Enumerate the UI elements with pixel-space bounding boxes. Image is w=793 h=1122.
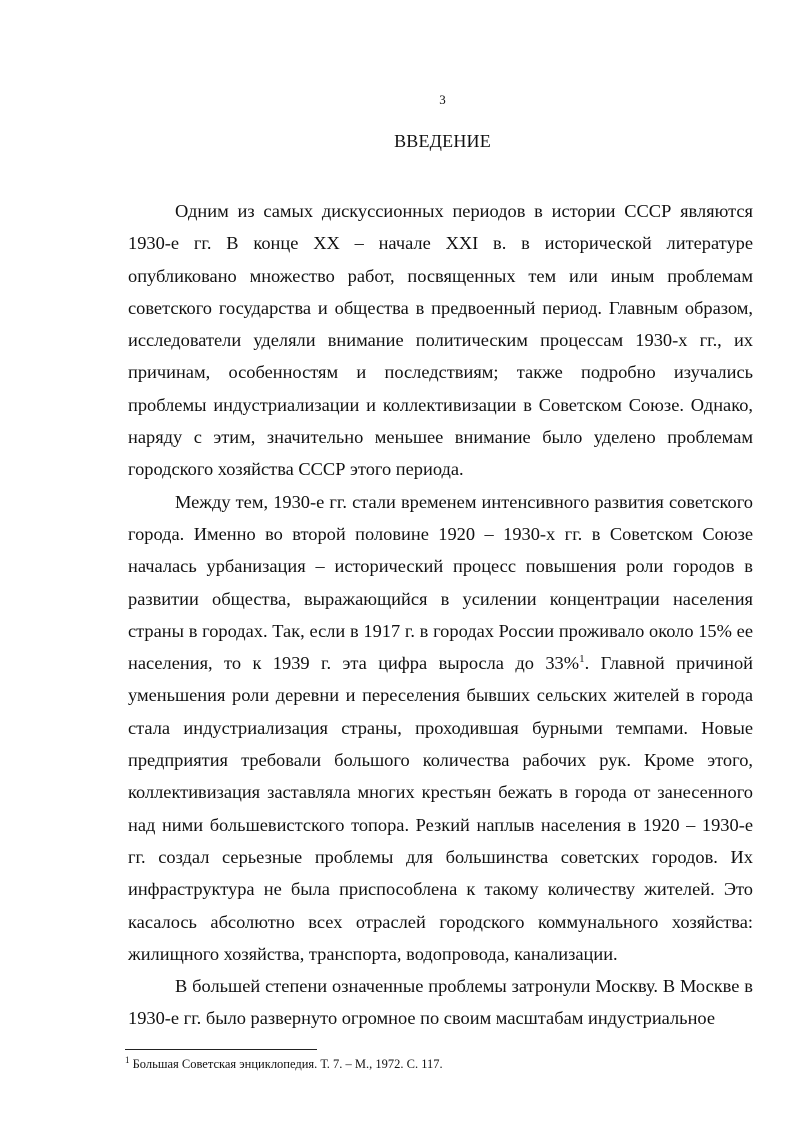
paragraph-3: В большей степени означенные проблемы затронули Москву. В Москве в 1930-е гг. было развернуто огромное по своим масштабам индустриальное bbox=[128, 976, 753, 1029]
footnote-divider bbox=[125, 1049, 317, 1050]
paragraph-2-part-1: Между тем, 1930-е гг. стали временем интенсивного развития советского города. Именно во второй половине 1920 – 1930-х гг. в Советском Союзе началась урбанизация – исторический процесс повышения роли городов в развитии общества, выражающийся в усилении концентрации населения страны в городах. Так, если в 1917 г. в городах России проживало около 15% ее населения, то к 1939 г. эта цифра выросла до 33% bbox=[128, 491, 753, 674]
footnote-reference: 1 bbox=[579, 653, 585, 666]
paragraph-1: Одним из самых дискуссионных периодов в истории СССР являются 1930-е гг. В конце XX – начале XXI в. в исторической литературе опубликовано множество работ, посвященных тем или иным проблемам советского государства и общества в предвоенный период. Главным образом, исследователи уделяли внимание политическим процессам 1930-х гг., их причинам, особенностям и последствиям; также подробно изучались проблемы индустриализации и коллективизации в Советском Союзе. Однако, наряду с этим, значительно меньшее внимание было уделено проблемам городского хозяйства СССР этого периода. bbox=[128, 201, 753, 480]
paragraph-2 bbox=[128, 486, 753, 970]
footnote bbox=[125, 1054, 443, 1072]
page-number: 3 bbox=[439, 92, 446, 107]
page-title: ВВЕДЕНИЕ bbox=[394, 131, 491, 151]
paragraph-2-part-2: . Главной причиной уменьшения роли деревни и переселения бывших сельских жителей в города стала индустриализация страны, проходившая бурными темпами. Новые предприятия требовали большого количества рабочих рук. Кроме этого, коллективизация заставляла многих крестьян бежать в города от занесенного над ними большевистского топора. Резкий наплыв населения в 1920 – 1930-е гг. создал серьезные проблемы для большинства советских городов. Их инфраструктура не была приспособлена к такому количеству жителей. Это касалось абсолютно всех отраслей городского коммунального хозяйства: жилищного хозяйства, транспорта, водопровода, канализации. bbox=[128, 653, 754, 964]
body-text bbox=[128, 195, 753, 1035]
footnote-text: Большая Советская энциклопедия. Т. 7. – М., 1972. С. 117. bbox=[129, 1057, 443, 1071]
footnote-number: 1 bbox=[125, 1054, 130, 1065]
